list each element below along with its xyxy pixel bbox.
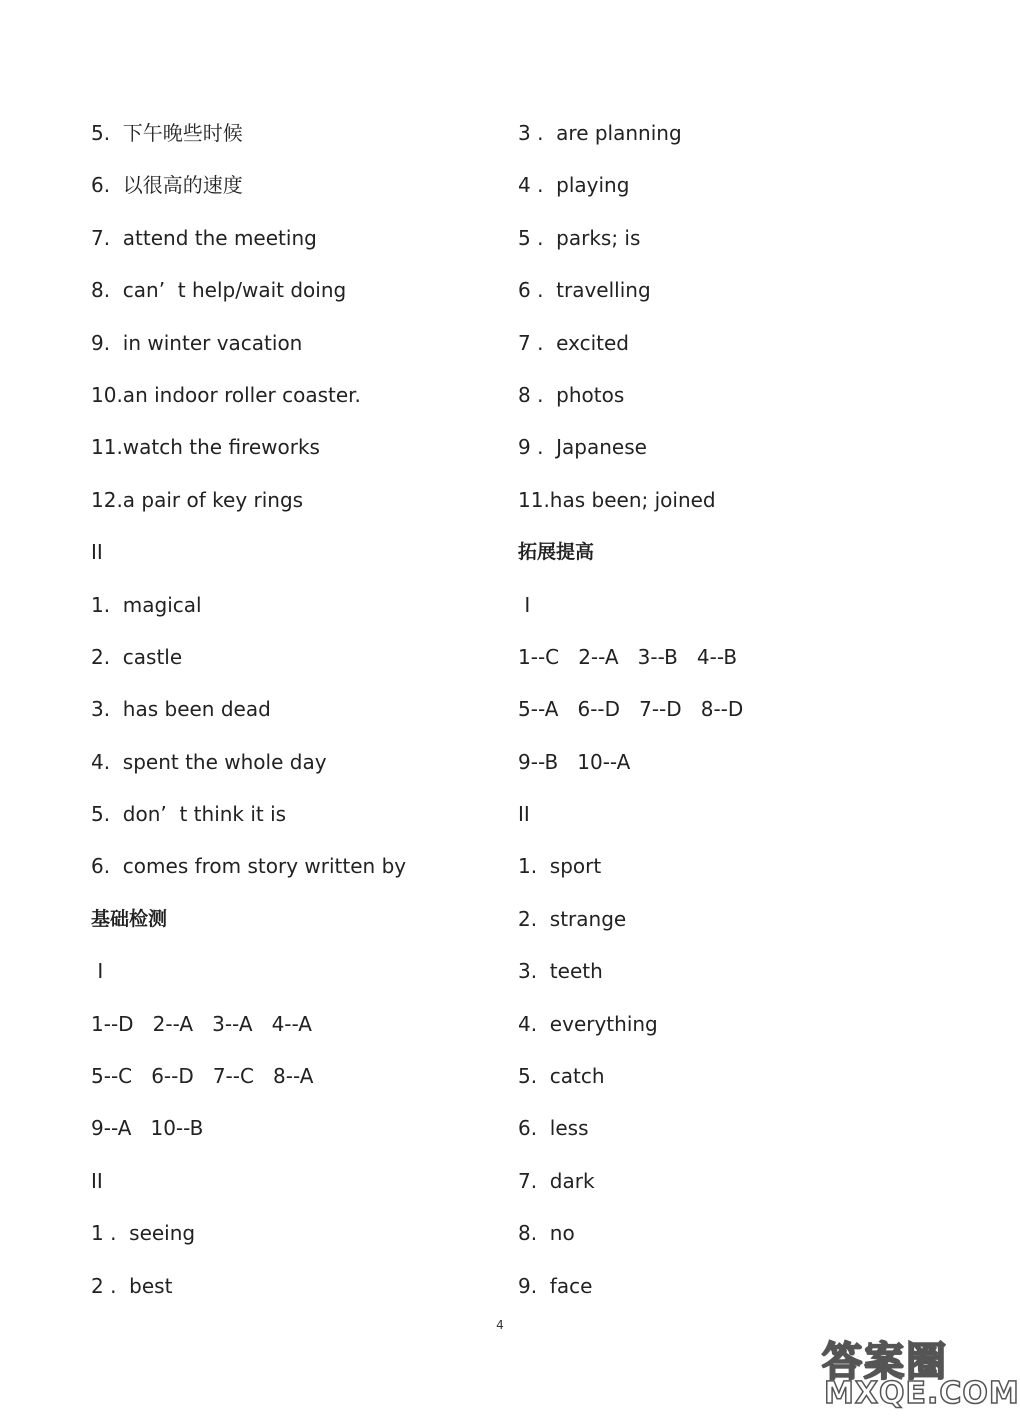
watermark-title: 答案圈 — [822, 1339, 948, 1385]
answer-line: 6 . travelling — [518, 278, 651, 303]
answer-line: 5. don’ t think it is — [91, 802, 287, 827]
answer-line: 7 . excited — [518, 330, 629, 355]
answer-line: 1--D 2--A 3--A 4--A — [91, 1011, 312, 1036]
right-answer-column — [518, 113, 938, 1318]
answer-line: 9. face — [518, 1273, 593, 1298]
answer-line: 6. 以很高的速度 — [91, 173, 243, 198]
answer-line: 8. can’ t help/wait doing — [91, 278, 347, 303]
answer-line: 6. less — [518, 1116, 589, 1141]
left-answer-column — [91, 113, 491, 1318]
answer-line: 2. castle — [91, 644, 183, 669]
answer-line: 7. dark — [518, 1168, 595, 1193]
answer-line: 4. everything — [518, 1011, 658, 1036]
answer-line: 4 . playing — [518, 173, 630, 198]
answer-line: 1 . seeing — [91, 1221, 196, 1246]
section-heading: 基础检测 — [91, 907, 168, 930]
section-numeral: I — [518, 592, 531, 617]
section-numeral: I — [91, 959, 104, 984]
answer-line: 12.a pair of key rings — [91, 487, 304, 512]
section-heading: 拓展提高 — [518, 541, 595, 564]
answer-line: 11.has been; joined — [518, 487, 716, 512]
answer-line: 10.an indoor roller coaster. — [91, 382, 361, 407]
answer-line: 9. in winter vacation — [91, 330, 303, 355]
answer-line: 8 . photos — [518, 382, 625, 407]
answer-line: 1. sport — [518, 854, 602, 879]
answer-line: 5. catch — [518, 1064, 605, 1089]
answer-line: 9--B 10--A — [518, 749, 631, 774]
section-numeral: II — [91, 1168, 103, 1193]
answer-line: 3. teeth — [518, 959, 603, 984]
answer-line: 2 . best — [91, 1273, 173, 1298]
answer-line: 3. has been dead — [91, 697, 271, 722]
answer-line: 5 . parks; is — [518, 225, 641, 250]
page-number: 4 — [496, 1318, 504, 1332]
answer-line: 11.watch the fireworks — [91, 435, 320, 460]
answer-line: 9 . Japanese — [518, 435, 647, 460]
answer-line: 7. attend the meeting — [91, 225, 317, 250]
section-numeral: II — [91, 540, 103, 565]
answer-line: 5--A 6--D 7--D 8--D — [518, 697, 744, 722]
answer-line: 4. spent the whole day — [91, 749, 327, 774]
answer-line: 2. strange — [518, 906, 627, 931]
answer-line: 8. no — [518, 1221, 575, 1246]
section-numeral: II — [518, 802, 530, 827]
answer-line: 9--A 10--B — [91, 1116, 204, 1141]
answer-line: 3 . are planning — [518, 121, 682, 145]
watermark-logo — [822, 1330, 1020, 1414]
answer-line: 6. comes from story written by — [91, 854, 407, 879]
answer-line: 1--C 2--A 3--B 4--B — [518, 644, 738, 669]
answer-line: 5. 下午晚些时候 — [91, 121, 243, 145]
answer-line: 5--C 6--D 7--C 8--A — [91, 1064, 314, 1089]
watermark-domain: MXQE.COM — [824, 1376, 1020, 1411]
answer-line: 1. magical — [91, 592, 202, 617]
